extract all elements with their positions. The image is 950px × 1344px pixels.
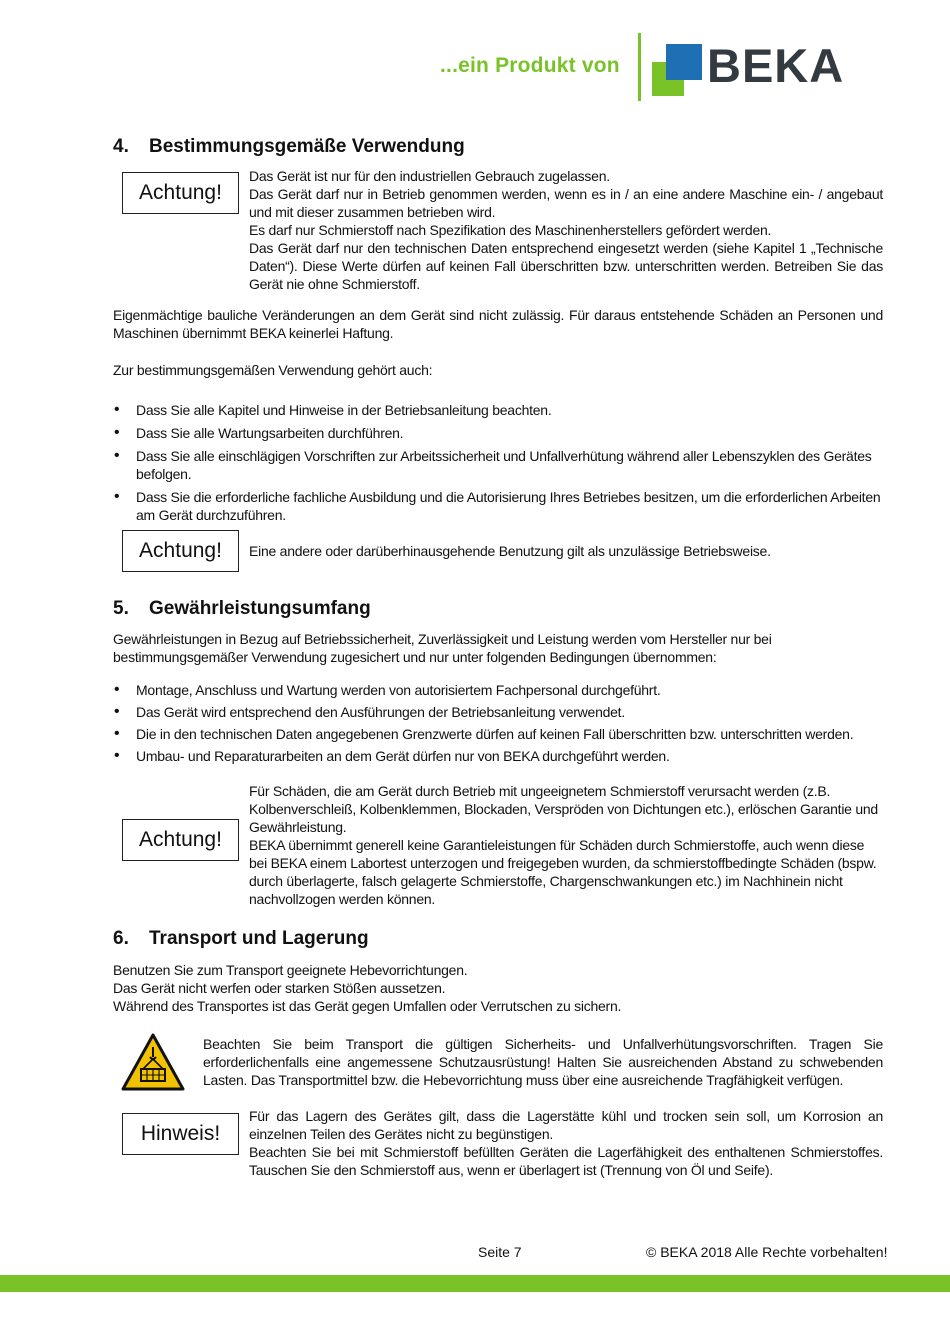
notice-3-line-2: BEKA übernimmt generell keine Garantieleistungen für Schäden durch Schmierstoffe, auch wenn diese bei BEKA einem Labortest unterzogen und freigegeben wurden, da schmierstoffbedingte Schäden (bspw. durch überlagerte, falsch gelagerte Schmierstoffe, Chargenschwankungen etc.) im Nachhinein nicht nachvollzogen werden können.	[249, 837, 877, 907]
list-item: • Dass Sie die erforderliche fachliche Ausbildung und die Autorisierung Ihres Betriebes besitzen, um die erforderlichen Arbeiten am Gerät durchzuführen.	[113, 488, 883, 524]
notice-3-text	[249, 782, 879, 908]
notice-1-line-4: Das Gerät darf nur den technischen Daten entsprechend eingesetzt werden (siehe Kapitel 1 „Technische Daten“). Diese Werte dürfen auf keinen Fall überschritten bzw. unterschritten werden. Betreiben Sie das Gerät nie ohne Schmierstoff.	[249, 240, 883, 292]
section-5-number: 5.	[113, 598, 129, 619]
section-5-intro: Gewährleistungen in Bezug auf Betriebssicherheit, Zuverlässigkeit und Leistung werden vom Hersteller nur bei bestimmungsgemäßer Verwendung zugesichert und nur unter folgenden Bedingungen übernommen:	[113, 631, 772, 665]
section-6-heading	[113, 928, 369, 950]
section-4-title: Bestimmungsgemäße Verwendung	[149, 136, 465, 157]
hint-text	[249, 1107, 883, 1179]
list-item: • Dass Sie alle Wartungsarbeiten durchführen.	[113, 424, 883, 442]
section-4-paragraph-2: Zur bestimmungsgemäßen Verwendung gehört auch:	[113, 362, 433, 378]
header-divider	[638, 33, 641, 101]
section-5-bullet-list	[113, 681, 883, 765]
list-item: • Umbau- und Reparaturarbeiten an dem Gerät dürfen nur von BEKA durchgeführt werden.	[113, 747, 883, 765]
notice-1-text	[249, 167, 883, 293]
suspended-load-warning-icon	[121, 1033, 185, 1091]
notice-1-line-1: Das Gerät ist nur für den industriellen Gebrauch zugelassen.	[249, 168, 610, 184]
footer-page-number: Seite 7	[478, 1244, 522, 1260]
notice-3-line-1: Für Schäden, die am Gerät durch Betrieb mit ungeeignetem Schmierstoff verursacht werden (z.B. Kolbenverschleiß, Kolbenklemmen, Blockaden, Verspröden von Dichtungen etc.), erlöschen Garantie und Gewährleistung.	[249, 783, 878, 835]
notice-achtung-2: Achtung!	[122, 530, 239, 572]
section-5-heading	[113, 598, 371, 620]
list-item: • Das Gerät wird entsprechend den Ausführungen der Betriebsanleitung verwendet.	[113, 703, 883, 721]
section-4-heading	[113, 136, 465, 158]
section-6-line-3: Während des Transportes ist das Gerät gegen Umfallen oder Verrutschen zu sichern.	[113, 998, 622, 1014]
section-6-title: Transport und Lagerung	[149, 928, 369, 949]
list-item: • Dass Sie alle Kapitel und Hinweise in der Betriebsanleitung beachten.	[113, 401, 883, 419]
notice-hinweis: Hinweis!	[122, 1113, 239, 1155]
transport-warning-text: Beachten Sie beim Transport die gültigen Sicherheits- und Unfallverhütungsvorschriften. Tragen Sie erforderlichenfalls eine angemessene Schutzausrüstung! Halten Sie ausreichenden Abstand zu schwebenden Lasten. Das Transportmittel bzw. die Hebevorrichtung muss über eine ausreichende Tragfähigkeit verfügen.	[203, 1036, 883, 1088]
section-4-number: 4.	[113, 136, 129, 157]
notice-1-line-3: Es darf nur Schmierstoff nach Spezifikation des Maschinenherstellers gefördert werden.	[249, 222, 772, 238]
section-6-line-2: Das Gerät nicht werfen oder starken Stößen aussetzen.	[113, 980, 446, 996]
section-6-intro	[113, 961, 883, 1015]
notice-1-line-2: Das Gerät darf nur in Betrieb genommen werden, wenn es in / an eine andere Maschine ein- / angebaut und mit dieser zusammen betrieben wird.	[249, 186, 883, 220]
section-4-bullet-list	[113, 401, 883, 524]
hint-line-2: Beachten Sie bei mit Schmierstoff befüllten Geräten die Lagerfähigkeit des enthaltenen Schmierstoffes. Tauschen Sie den Schmierstoff aus, wenn er überlagert ist (Trennung von Öl und Seife).	[249, 1144, 883, 1178]
section-5-title: Gewährleistungsumfang	[149, 598, 371, 619]
hint-line-1: Für das Lagern des Gerätes gilt, dass die Lagerstätte kühl und trocken sein soll, um Korrosion an einzelnen Teilen des Gerätes nicht zu begünstigen.	[249, 1108, 883, 1142]
list-item: • Dass Sie alle einschlägigen Vorschriften zur Arbeitssicherheit und Unfallverhütung während aller Lebenszyklen des Gerätes befolgen.	[113, 447, 883, 483]
section-6-line-1: Benutzen Sie zum Transport geeignete Hebevorrichtungen.	[113, 962, 468, 978]
notice-achtung-1: Achtung!	[122, 172, 239, 214]
notice-2-text: Eine andere oder darüberhinausgehende Benutzung gilt als unzulässige Betriebsweise.	[249, 543, 771, 559]
section-6-number: 6.	[113, 928, 129, 949]
list-item: • Montage, Anschluss und Wartung werden von autorisiertem Fachpersonal durchgeführt.	[113, 681, 883, 699]
list-item: • Die in den technischen Daten angegebenen Grenzwerte dürfen auf keinen Fall überschritten bzw. unterschritten werden.	[113, 725, 883, 743]
footer-copyright: © BEKA 2018 Alle Rechte vorbehalten!	[646, 1244, 888, 1260]
beka-logo-icon	[652, 44, 702, 96]
header-tagline: ...ein Produkt von	[440, 54, 620, 77]
notice-achtung-3: Achtung!	[122, 819, 239, 861]
section-4-paragraph-1: Eigenmächtige bauliche Veränderungen an dem Gerät sind nicht zulässig. Für daraus entstehende Schäden an Personen und Maschinen übernimmt BEKA keinerlei Haftung.	[113, 307, 883, 341]
footer-green-bar	[0, 1275, 950, 1292]
beka-logo-text: BEKA	[707, 39, 845, 92]
